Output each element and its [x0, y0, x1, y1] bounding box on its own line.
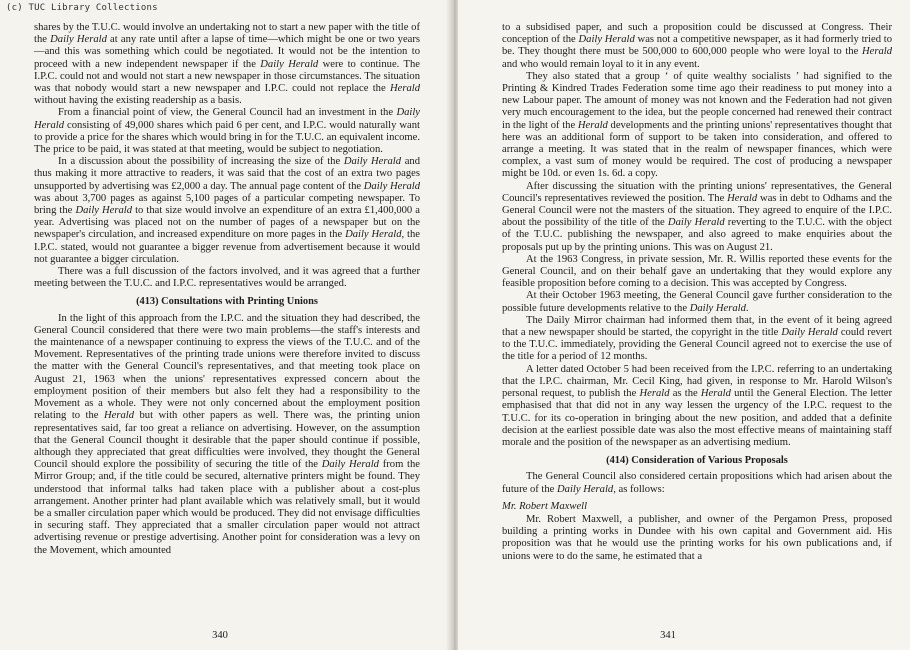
paragraph: In the light of this approach from the I.P.C. and the situation they had described, the General Council considered that there were two main problems—the staff's interests and the maintenance of a newspaper continuing to express the views of the T.U.C. and of the Movement. Representatives of the printing trade unions were therefore invited to discuss the matter with the General Council's representatives, and that meeting took place on August 21, 1963 when the unions' representatives expressed concern about the employment position of their members but also felt they had a responsibility to the Movement as a whole. They were not only concerned about the employment position relating to the Herald but with other papers as well. There was, the printing union representatives said, far too great a reliance on advertising. However, on the assumption that the General Council thought it desirable that the paper should continue if possible, although they appreciated that great difficulties were involved, they thought the General Council should explore the possibility of securing the title of the Daily Herald from the Mirror Group; and, if the title could be secured, alternative printers might be found. They understood that informal talks had taken place with a publisher about a cost-plus arrangement. Another printer had plant available which was relatively small, but it would be a smaller circulation paper which would be produced. They did not envisage difficulties in securing staff. They appreciated that a smaller circulation paper would not attract advertising revenue or prestige advertising. Another point for consideration was a levy on the Movement, which amounted	[34, 312, 421, 556]
paragraph: At the 1963 Congress, in private session, Mr. R. Willis reported these events for the General Council, and on their behalf gave an undertaking that they would explore any feasible proposition before coming to a decision. This was accepted by Congress.	[502, 253, 892, 290]
paragraph: There was a full discussion of the factors involved, and it was agreed that a further meeting between the T.U.C. and I.P.C. representatives would be arranged.	[34, 266, 420, 290]
paragraph: At their October 1963 meeting, the General Council gave further consideration to the possible future developments relative to the Daily Herald.	[502, 290, 892, 314]
section-heading-413: (413) Consultations with Printing Unions	[136, 296, 318, 308]
library-watermark: (c) TUC Library Collections	[6, 3, 158, 13]
paragraph: After discussing the situation with the printing unions' representatives, the General Council's representatives reviewed the position. The Herald was in debt to Odhams and the General Council were not the masters of the situation. They agreed to enquire of the I.P.C. about the possibility of the title of the Daily Herald reverting to the T.U.C. with the object of the T.U.C. publishing the newspaper, and also agreed to make enquiries about the proposals put up by the printing unions. This was on August 21.	[502, 180, 892, 253]
paragraph: In a discussion about the possibility of increasing the size of the Daily Herald and thus making it more attractive to readers, it was said that the cost of an extra two pages unsupported by advertising was £2,000 a day. The annual page content of the Daily Herald was about 3,700 pages as against 5,100 pages of a particular competing newspaper. To bring the Daily Herald to that size would involve an expenditure of an extra £1,400,000 a year. Advertising was placed not on the number of pages of a newspaper but on the newspaper's circulation, and increased expenditure on more pages in the Daily Herald, the I.P.C. stated, would not guarantee a bigger revenue from advertisement because it would not guarantee a bigger circulation.	[34, 156, 420, 265]
paragraph: The General Council also considered certain propositions which had arisen about the future of the Daily Herald, as follows:	[502, 471, 892, 495]
right-page[interactable]	[458, 0, 910, 650]
paragraph: They also stated that a group ‘ of quite wealthy socialists ’ had signified to the Printing & Kindred Trades Federation some time ago their readiness to put money into a new Labour paper. The amount of money was not known and the Federation had not given very much encouragement to the idea, but the people concerned had renewed their contract in the light of the Herald developments and the printing unions' representatives thought that here was an additional form of support to be taken into consideration, and offered to arrange a meeting. It was stated that in the realm of newspaper finances, which were complex, a vast sum of money would be required. The cost of producing a newspaper might be 10d. or even 1s. 6d. a copy.	[502, 70, 892, 180]
paragraph: Mr. Robert Maxwell, a publisher, and owner of the Pergamon Press, proposed building a printing works in Dundee with his own capital and Government aid. His proposition was that he would use the printing works for his own publications and, if unions were to do the same, he estimated that a	[502, 513, 892, 562]
right-page-text	[502, 22, 892, 563]
left-page[interactable]	[0, 0, 452, 650]
left-page-text	[34, 22, 420, 557]
paragraph: A letter dated October 5 had been received from the I.P.C. referring to an undertaking that the I.P.C. chairman, Mr. Cecil King, had given, in response to Mr. Harold Wilson's personal request, to publish the Herald as the Herald until the General Election. The letter emphasised that that did not in any way lessen the urgency of the I.P.C. request to the T.U.C. for its co-operation in bringing about the new position, and added that a definite decision at the earliest possible date was also the most effective means of maintaining staff morale and the position of the newspaper as an advertising medium.	[502, 363, 892, 448]
paragraph: The Daily Mirror chairman had informed them that, in the event of it being agreed that a new newspaper should be started, the copyright in the title Daily Herald could revert to the T.U.C. immediately, providing the General Council agreed not to exercise the use of the title for a period of 12 months.	[502, 314, 893, 363]
paragraph: shares by the T.U.C. would involve an undertaking not to start a new paper with the title of the Daily Herald at any rate until after a lapse of time—which might be one or two years—and this was something which could be negotiated. It would not be the intention to proceed with a new independent newspaper if the Daily Herald were to continue. The I.P.C. could not and would not start a new newspaper in those circumstances. The situation was that nobody would start a new newspaper and I.P.C. could not replace the Herald without having the existing readership as a basis.	[34, 22, 420, 107]
paragraph: to a subsidised paper, and such a proposition could be discussed at Congress. Their conception of the Daily Herald was not a competitive newspaper, as it had formerly tried to be. They thought there must be 500,000 to 600,000 people who were loyal to the Herald and who would remain loyal to it in any event.	[502, 22, 892, 70]
paragraph: From a financial point of view, the General Council had an investment in the Daily Herald consisting of 49,000 shares which paid 6 per cent, and I.P.C. would naturally want to provide a price for the shares which would bring in for the T.U.C. an equivalent income. The price to be paid, it was stated at that meeting, would be subject to negotiation.	[34, 107, 420, 156]
section-heading-414: (414) Consideration of Various Proposals	[606, 455, 788, 467]
page-number-right: 341	[660, 630, 676, 641]
page-number-left: 340	[212, 630, 228, 641]
subheading-robert-maxwell: Mr. Robert Maxwell	[502, 500, 588, 512]
